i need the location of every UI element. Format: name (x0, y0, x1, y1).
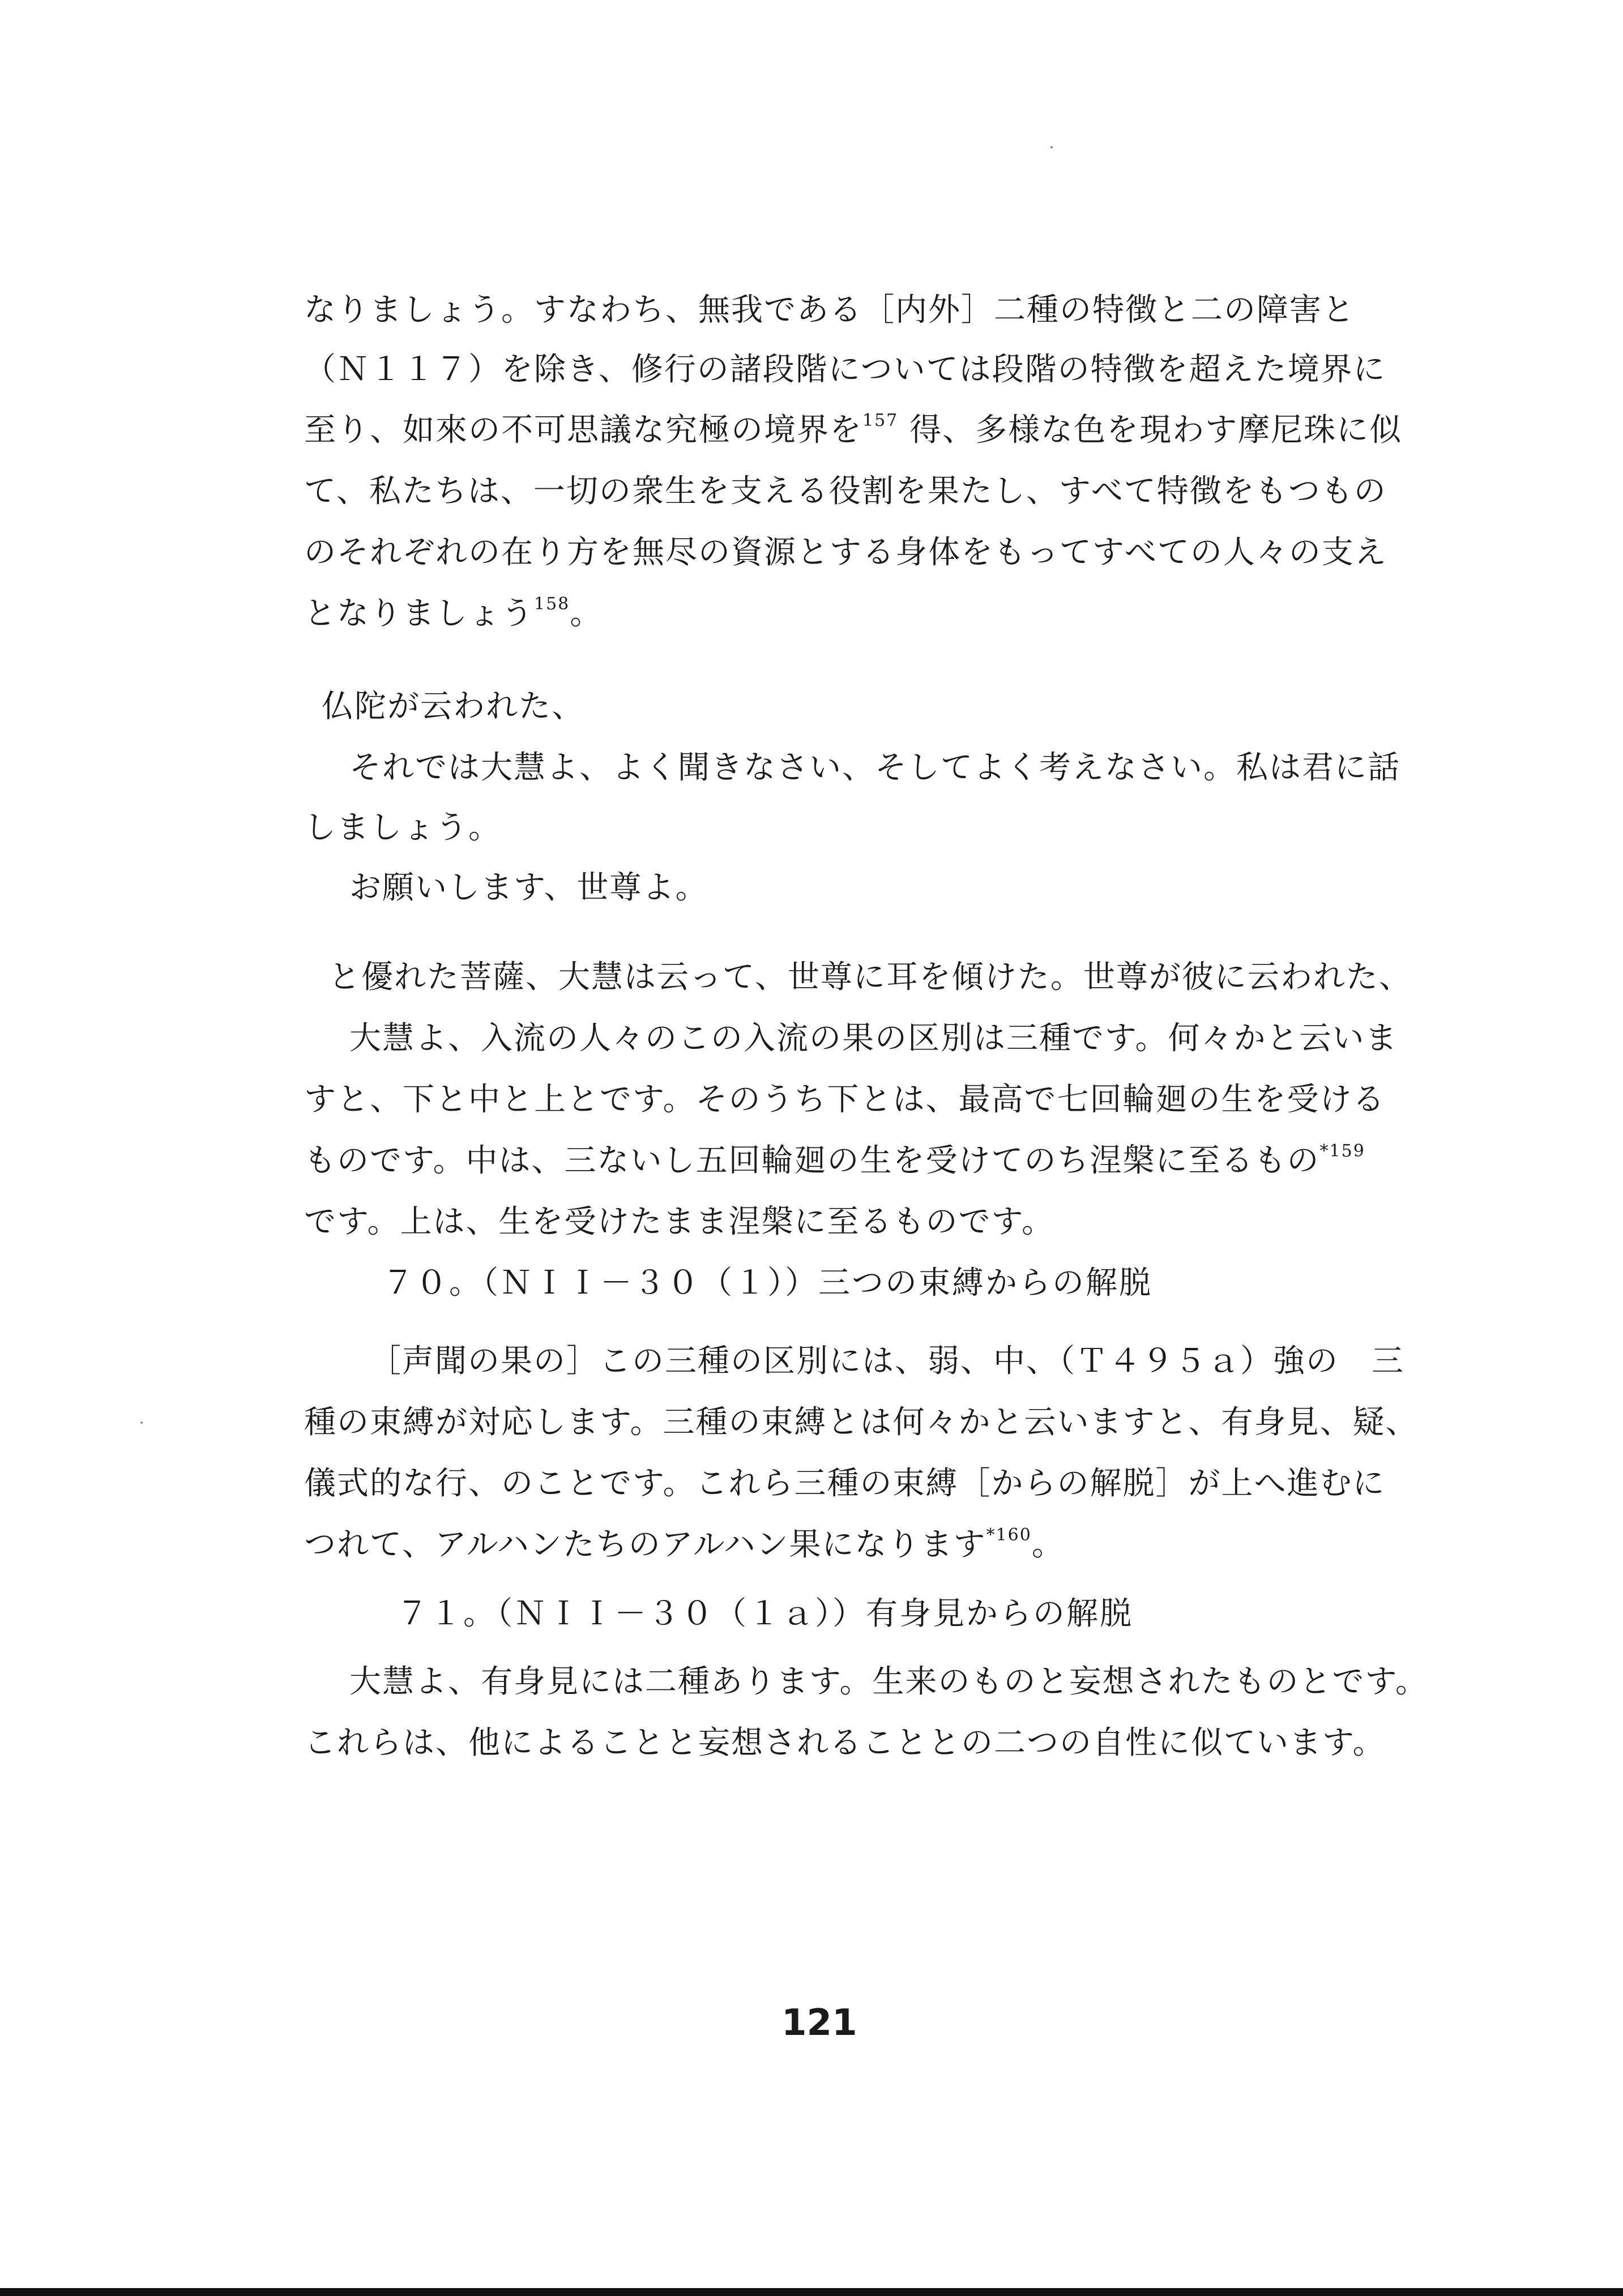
body-text-line: 仏陀が云われた、 (322, 688, 584, 725)
body-text-line: 大慧よ、有身見には二種あります。生来のものと妄想されたものとです。 (349, 1663, 1429, 1700)
footnote-marker: 158 (534, 594, 570, 614)
body-text-line: （Ｎ１１７）を除き、修行の諸段階については段階の特徴を超えた境界に (304, 351, 1386, 388)
scan-speck (140, 1422, 143, 1424)
body-text-line: すと、下と中と上とです。そのうち下とは、最高で七回輪廻の生を受ける (304, 1081, 1386, 1118)
scan-bottom-edge (0, 2288, 1623, 2296)
text-segment: 。 (570, 595, 603, 632)
footnote-marker: 157 (862, 411, 899, 430)
text-segment: となりましょう (304, 595, 534, 632)
body-text-line-with-footnote (304, 1141, 1365, 1179)
body-text-line: これらは、他によることと妄想されることとの二つの自性に似ています。 (304, 1725, 1386, 1761)
footnote-marker: *159 (1319, 1141, 1365, 1161)
text-segment: 。 (1031, 1526, 1065, 1563)
text-segment: ものです。中は、三ないし五回輪廻の生を受けてのち涅槃に至るもの (304, 1142, 1320, 1179)
body-text-line-with-footnote (304, 1525, 1065, 1563)
body-text-line: しましょう。 (304, 809, 501, 846)
body-text-line: 種の束縛が対応します。三種の束縛とは何々かと云いますと、有身見、疑、 (304, 1404, 1419, 1441)
body-text-line: お願いします、世尊よ。 (349, 869, 708, 906)
section-heading-71: ７１。（ＮＩＩ－３０（１ａ））有身見からの解脱 (396, 1595, 1133, 1632)
scan-speck (1050, 146, 1053, 148)
body-text-line: ［声聞の果の］この三種の区別には、弱、中、（Ｔ４９５ａ）強の 三 (369, 1343, 1404, 1380)
footnote-marker: *160 (986, 1525, 1032, 1545)
body-text-line: です。上は、生を受けたまま涅槃に至るものです。 (304, 1204, 1055, 1240)
text-segment: 得、多様な色を現わす摩尼珠に似 (898, 412, 1403, 449)
body-text-line: それでは大慧よ、よく聞きなさい、そしてよく考えなさい。私は君に話 (349, 749, 1400, 786)
page-number: 121 (781, 2002, 857, 2044)
body-text-line-with-footnote (304, 594, 603, 632)
text-segment: つれて、アルハンたちのアルハン果になります (304, 1526, 986, 1563)
body-text-line: のそれぞれの在り方を無尽の資源とする身体をもってすべての人々の支え (304, 534, 1387, 571)
text-segment: 至り、如來の不可思議な究極の境界を (304, 412, 862, 449)
body-text-line: と優れた菩薩、大慧は云って、世尊に耳を傾けた。世尊が彼に云われた、 (328, 959, 1412, 996)
body-text-line: て、私たちは、一切の衆生を支える役割を果たし、すべて特徴をもつもの (304, 473, 1387, 510)
section-heading-70: ７０。（ＮＩＩ－３０（１））三つの束縛からの解脱 (382, 1265, 1152, 1301)
body-text-line: なりましょう。すなわち、無我である［内外］二種の特徴と二の障害と (304, 292, 1355, 328)
body-text-line: 大慧よ、入流の人々のこの入流の果の区別は三種です。何々かと云いま (349, 1020, 1398, 1057)
body-text-line: 儀式的な行、のことです。これら三種の束縛［からの解脱］が上へ進むに (304, 1465, 1386, 1502)
body-text-line-with-footnote (304, 411, 1403, 449)
